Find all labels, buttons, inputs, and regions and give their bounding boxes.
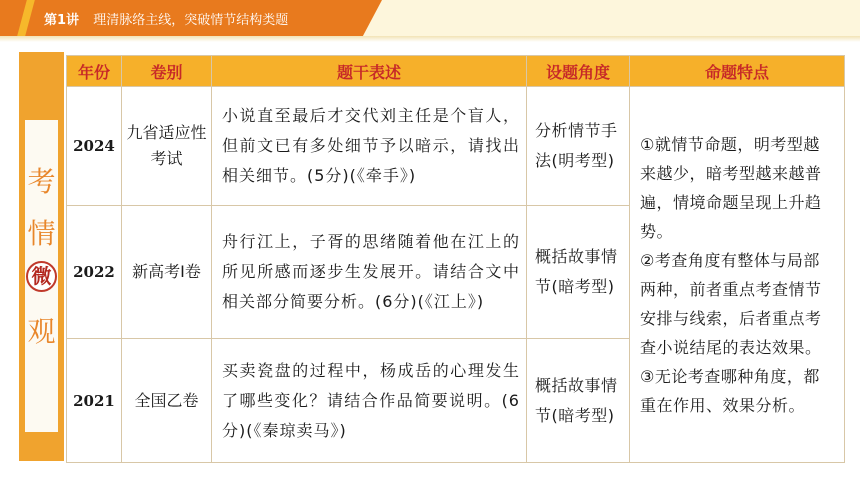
feature-item: ③无论考查哪种角度，都重在作用、效果分析。	[640, 366, 820, 415]
side-char-wei: 微	[31, 264, 52, 288]
lecture-number: 第1讲	[44, 13, 80, 28]
cell-angle: 分析情节手法(明考型)	[527, 87, 630, 206]
cell-angle: 概括故事情节(暗考型)	[527, 339, 630, 463]
cell-description: 买卖瓷盘的过程中，杨成岳的心理发生了哪些变化？请结合作品简要说明。(6分)(《秦琼卖马》)	[212, 339, 527, 463]
header-paper: 卷别	[122, 56, 212, 87]
header-shadow	[0, 36, 860, 42]
header-angle: 设题角度	[527, 56, 630, 87]
table-header-row	[67, 56, 845, 87]
header-features: 命题特点	[630, 56, 845, 87]
header-bar	[0, 0, 860, 36]
cell-year: 2021	[67, 339, 122, 463]
header-description: 题干表述	[212, 56, 527, 87]
exam-table	[66, 55, 845, 463]
cell-year: 2022	[67, 206, 122, 339]
header-title	[44, 9, 288, 28]
cell-year: 2024	[67, 87, 122, 206]
cell-description: 小说直至最后才交代刘主任是个盲人，但前文已有多处细节予以暗示，请找出相关细节。(5分)(《牵手》)	[212, 87, 527, 206]
feature-item: ②考查角度有整体与局部两种，前者重点考查情节安排与线索，后者重点考查小说结尾的表达效果。	[640, 250, 822, 357]
header-year: 年份	[67, 56, 122, 87]
side-char-guan: 观	[27, 315, 56, 348]
side-char-kao: 考	[27, 165, 56, 198]
cell-paper: 新高考Ⅰ卷	[122, 206, 212, 339]
cell-description: 舟行江上，子胥的思绪随着他在江上的所见所感而逐步生发展开。请结合文中相关部分简要分析。(6分)(《江上》)	[212, 206, 527, 339]
cell-angle: 概括故事情节(暗考型)	[527, 206, 630, 339]
side-badge-inner	[25, 120, 58, 432]
side-stamp	[26, 261, 57, 292]
cell-paper: 九省适应性考试	[122, 87, 212, 206]
cell-paper: 全国乙卷	[122, 339, 212, 463]
feature-item: ①就情节命题，明考型越来越少，暗考型越来越普遍，情境命题呈现上升趋势。	[640, 134, 822, 241]
side-char-qing: 情	[27, 217, 56, 250]
cell-features	[630, 87, 845, 463]
lecture-title: 理清脉络主线，突破情节结构类题	[93, 13, 289, 28]
table-row	[67, 87, 845, 206]
side-badge	[19, 52, 64, 461]
